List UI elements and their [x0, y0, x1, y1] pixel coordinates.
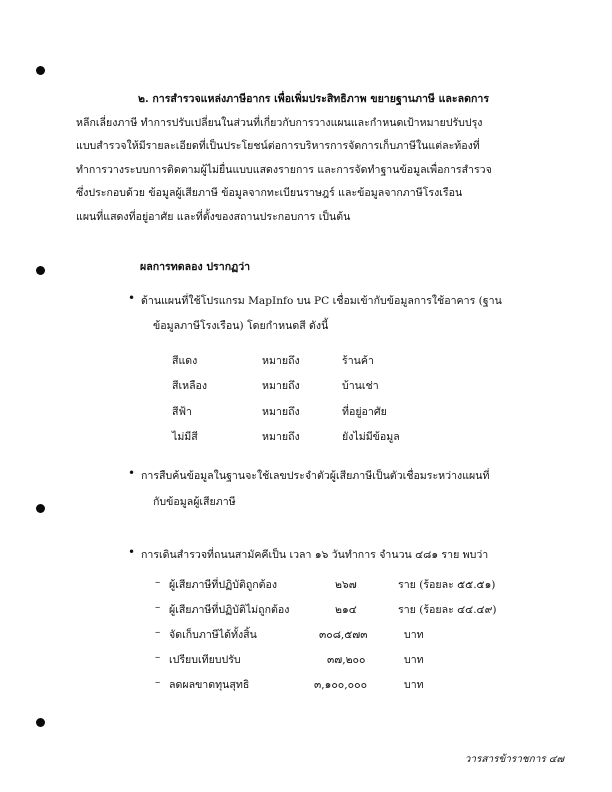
- legend-means: หมายถึง: [262, 406, 300, 418]
- bullet-2-line-2: กับข้อมูลผู้เสียภาษี: [153, 496, 236, 508]
- result-unit: บาท: [404, 679, 424, 691]
- result-value: ๓๗,๒๐๐: [327, 654, 366, 666]
- result-unit: ราย (ร้อยละ ๔๔.๔๙): [398, 604, 497, 616]
- list-dash: –: [155, 576, 161, 588]
- result-label: จัดเก็บภาษีได้ทั้งสิ้น: [169, 629, 257, 641]
- legend-means: หมายถึง: [262, 380, 300, 392]
- legend-means: หมายถึง: [262, 355, 300, 367]
- legend-color: สีฟ้า: [172, 406, 192, 418]
- binder-hole: [36, 66, 45, 75]
- bullet-3-line-1: การเดินสำรวจที่ถนนสามัคคีเป็น เวลา ๑๖ วันทำการ จำนวน ๔๘๑ ราย พบว่า: [141, 549, 489, 561]
- result-value: ๓๐๘,๕๗๓: [319, 629, 368, 641]
- list-dash: –: [155, 601, 161, 613]
- legend-color: สีเหลือง: [172, 380, 208, 392]
- legend-meaning: บ้านเช่า: [342, 380, 379, 392]
- result-label: ลดผลขาดทุนสุทธิ: [169, 679, 250, 691]
- result-label: เปรียบเทียบปรับ: [169, 654, 241, 666]
- bullet-marker: •: [128, 466, 136, 480]
- intro-line: ทำการวางระบบการติดตามผู้ไม่ยื่นแบบแสดงรายการ และการจัดทำฐานข้อมูลเพื่อการสำรวจ: [76, 163, 492, 176]
- result-unit: บาท: [404, 629, 424, 641]
- intro-line: หลีกเลี่ยงภาษี ทำการปรับเปลี่ยนในส่วนที่เกี่ยวกับการวางแผนและกำหนดเป้าหมายปรับปรุง: [76, 116, 483, 129]
- list-dash: –: [155, 626, 161, 638]
- bullet-1-line-2: ข้อมูลภาษีโรงเรือน) โดยกำหนดสี ดังนี้: [153, 320, 329, 332]
- intro-paragraph: [76, 88, 542, 229]
- intro-line: แบบสำรวจให้มีรายละเอียดที่เป็นประโยชน์ต่อการบริหารการจัดการเก็บภาษีในแต่ละท้องที่: [76, 140, 480, 152]
- list-dash: –: [155, 676, 161, 688]
- binder-hole: [36, 266, 45, 275]
- result-value: ๒๑๔: [335, 604, 357, 616]
- result-label: ผู้เสียภาษีที่ปฏิบัติถูกต้อง: [169, 579, 278, 591]
- binder-hole: [36, 718, 45, 727]
- intro-line: ซึ่งประกอบด้วย ข้อมูลผู้เสียภาษี ข้อมูลจากทะเบียนราษฎร์ และข้อมูลจากภาษีโรงเรือน: [76, 187, 463, 199]
- list-dash: –: [155, 651, 161, 663]
- binder-hole: [36, 504, 45, 513]
- legend-meaning: ที่อยู่อาศัย: [342, 406, 387, 418]
- bullet-2-line-1: การสืบค้นข้อมูลในฐานจะใช้เลขประจำตัวผู้เสียภาษีเป็นตัวเชื่อมระหว่างแผนที่: [141, 470, 490, 482]
- legend-meaning: ร้านค้า: [342, 355, 374, 367]
- legend-color: สีแดง: [172, 355, 198, 367]
- intro-line: แผนที่แสดงที่อยู่อาศัย และที่ตั้งของสถานประกอบการ เป็นต้น: [76, 210, 351, 223]
- legend-means: หมายถึง: [262, 431, 300, 443]
- legend-meaning: ยังไม่มีข้อมูล: [342, 431, 400, 443]
- result-value: ๓,๑๐๐,๐๐๐: [314, 679, 368, 691]
- result-label: ผู้เสียภาษีที่ปฏิบัติไม่ถูกต้อง: [169, 604, 290, 616]
- bullet-marker: •: [128, 291, 136, 305]
- result-unit: ราย (ร้อยละ ๕๕.๕๑): [398, 579, 496, 591]
- result-value: ๒๖๗: [335, 579, 357, 591]
- intro-line: ๒. การสำรวจแหล่งภาษีอากร เพื่อเพิ่มประสิทธิภาพ ขยายฐานภาษี และลดการ: [138, 93, 490, 105]
- page-footer: วารสารข้าราชการ ๔๗: [464, 754, 564, 765]
- bullet-1-line-1: ด้านแผนที่ใช้โปรแกรม MapInfo บน PC เชื่อมเข้ากับข้อมูลการใช้อาคาร (ฐาน: [141, 295, 502, 307]
- results-heading: ผลการทดลอง ปรากฏว่า: [140, 261, 251, 273]
- bullet-marker: •: [128, 545, 136, 559]
- result-unit: บาท: [404, 654, 424, 666]
- legend-color: ไม่มีสี: [172, 431, 198, 443]
